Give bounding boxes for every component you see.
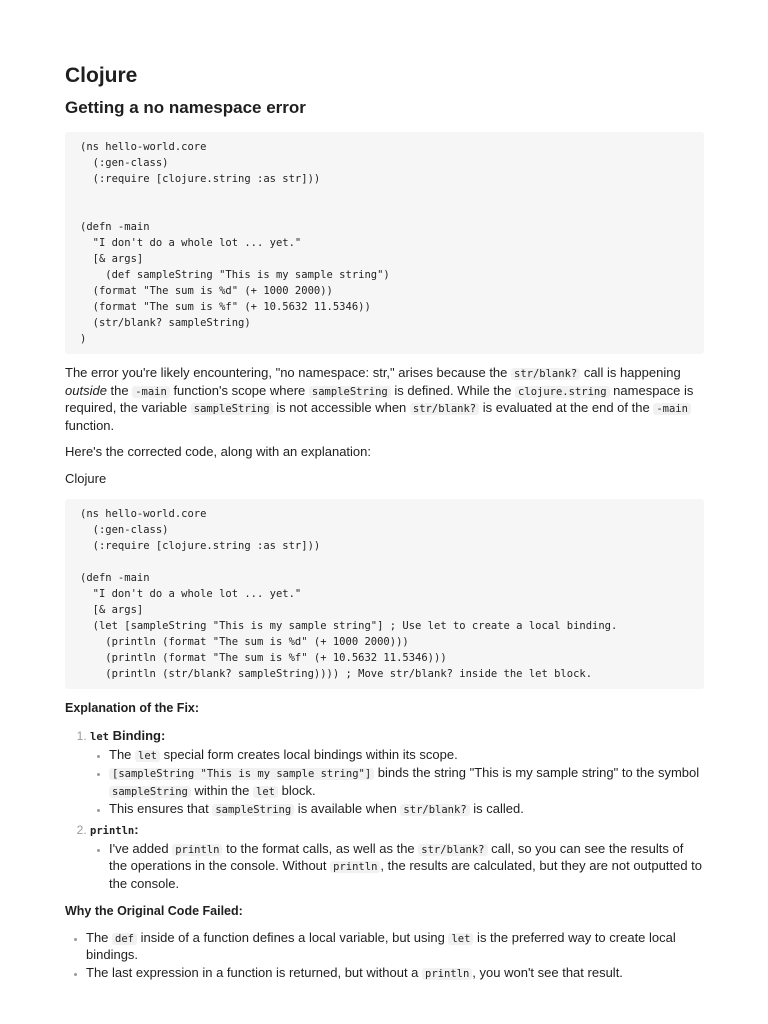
inline-code: let [135, 750, 160, 762]
inline-code: sampleString [309, 386, 391, 398]
inline-code: -main [132, 386, 170, 398]
inline-code: println [172, 844, 222, 856]
code-line: (defn -main [80, 221, 150, 233]
code-line [80, 203, 689, 219]
fix-item-let-bullets [90, 747, 704, 819]
corrected-code-intro: Here's the corrected code, along with an explanation: [65, 444, 372, 459]
code-line: (println (format "The sum is %f" (+ 10.5632 11.5346))) [80, 652, 447, 664]
inline-code: -main [653, 403, 691, 415]
code-line: [& args] [80, 253, 144, 265]
fix-item-let: 1. let Binding: • The let special form creates local bindings within its scope. • [sampleString "This is my sample string"] binds the string "This is my sample string" to the symbol sampleString within the let block. • This ensures that sampleString is available when str/blank? is called. [90, 727, 704, 819]
code-line: (str/blank? sampleString) [80, 317, 251, 329]
inline-code: str/blank? [418, 844, 487, 856]
fix-item-println: 2. println: • I've added println to the format calls, as well as the str/blank? call, so you can see the results of the operations in the console. Without println , the results are calculated, but they are not outputted to the console. [90, 821, 704, 893]
code-line: "I don't do a whole lot ... yet." [80, 237, 302, 249]
code-line: (println (format "The sum is %d" (+ 1000 2000))) [80, 636, 409, 648]
inline-code: str/blank? [511, 368, 580, 380]
inline-code: let [448, 933, 473, 945]
inline-code: let [90, 730, 109, 743]
inline-code: let [253, 786, 278, 798]
code-line: (let [sampleString "This is my sample string"] ; Use let to create a local binding. [80, 620, 618, 632]
inline-code: sampleString [191, 403, 273, 415]
inline-code: str/blank? [410, 403, 479, 415]
code-line [80, 554, 689, 570]
inline-code: def [112, 933, 137, 945]
fix-item-println-bullets [90, 841, 704, 893]
inline-code: sampleString [109, 786, 191, 798]
list-item: • I've added println to the format calls, as well as the str/blank? call, so you can see the results of the operations in the console. Without println , the results are calculated, but they are not outputted to the console. [109, 841, 704, 893]
code-line: (ns hello-world.core [80, 141, 207, 153]
list-item: • The def inside of a function defines a local variable, but using let is the preferred way to create local bindings. [86, 930, 704, 964]
inline-code: str/blank? [400, 804, 469, 816]
code-line: (:require [clojure.string :as str])) [80, 173, 321, 185]
list-item: • This ensures that sampleString is available when str/blank? is called. [109, 801, 704, 819]
list-item: • The let special form creates local bindings within its scope. [109, 747, 704, 765]
inline-code: println [330, 861, 380, 873]
why-failed-heading: Why the Original Code Failed: [65, 904, 243, 918]
code-line: "I don't do a whole lot ... yet." [80, 588, 302, 600]
fix-list [65, 727, 704, 893]
corrected-code-block [65, 499, 704, 689]
code-line: (format "The sum is %d" (+ 1000 2000)) [80, 285, 333, 297]
list-item: • [sampleString "This is my sample string"] binds the string "This is my sample string" to the symbol sampleString within the let block. [109, 765, 704, 800]
why-failed-list [65, 930, 704, 983]
inline-code: [sampleString "This is my sample string"] [109, 768, 374, 780]
explanation-heading: Explanation of the Fix: [65, 701, 200, 715]
inline-code: println [90, 824, 135, 837]
inline-code: println [422, 968, 472, 980]
code-line: (def sampleString "This is my sample string") [80, 269, 390, 281]
inline-code: sampleString [212, 804, 294, 816]
code-line [80, 187, 689, 203]
error-explanation-paragraph: The error you're likely encountering, "no namespace: str," arises because the str/blank? call is happening outside the -main function's scope where sampleString is defined. While the clojure.string namespace is required, the variable sampleString is not accessible when str/blank? is evaluated at the end of the -main function. [65, 365, 694, 433]
code-line: [& args] [80, 604, 144, 616]
page-subtitle: Getting a no namespace error [65, 98, 306, 117]
inline-code: clojure.string [515, 386, 610, 398]
code-line: ) [80, 333, 87, 345]
code-line: (defn -main [80, 572, 150, 584]
code-language-label: Clojure [65, 470, 107, 486]
code-line: (:gen-class) [80, 524, 169, 536]
code-line: (:require [clojure.string :as str])) [80, 540, 321, 552]
code-line: (println (str/blank? sampleString)))) ; Move str/blank? inside the let block. [80, 668, 593, 680]
code-line: (format "The sum is %f" (+ 10.5632 11.5346)) [80, 301, 371, 313]
original-code-block [65, 132, 704, 354]
page-title: Clojure [65, 64, 138, 87]
list-item: • The last expression in a function is returned, but without a println , you won't see that result. [86, 965, 704, 983]
code-line: (ns hello-world.core [80, 508, 207, 520]
code-line: (:gen-class) [80, 157, 169, 169]
